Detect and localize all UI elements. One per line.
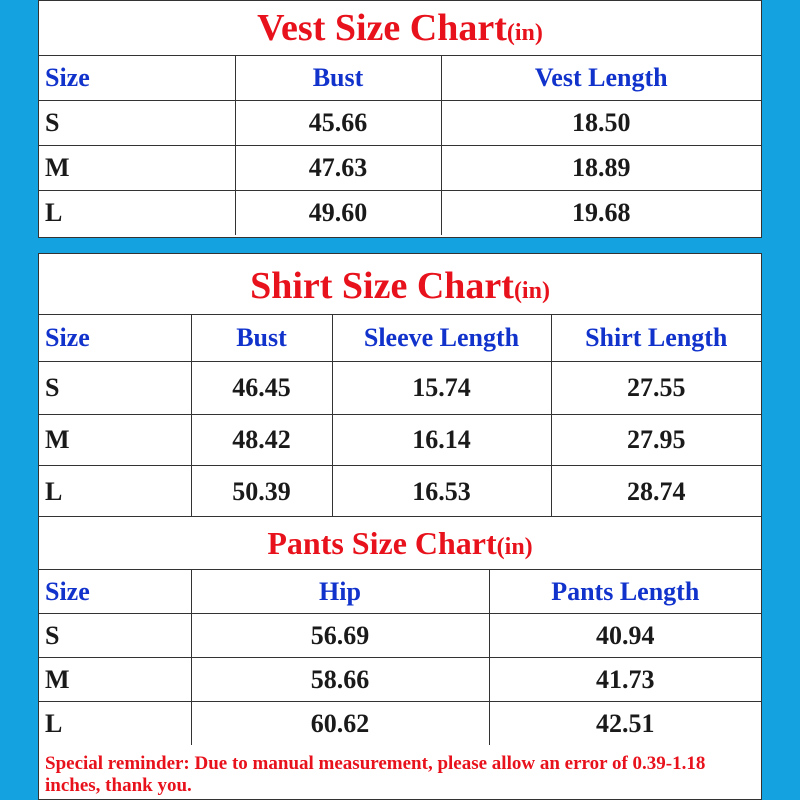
table-row — [39, 101, 761, 146]
table-row — [39, 191, 761, 236]
size-cell: S — [39, 101, 235, 146]
size-cell: L — [39, 466, 191, 519]
pants-header-hip: Hip — [191, 570, 489, 614]
shirt-header-size: Size — [39, 315, 191, 362]
vest-unit: (in) — [506, 20, 543, 46]
sleeve-cell: 16.53 — [332, 466, 551, 519]
bust-cell: 46.45 — [191, 362, 332, 415]
pants-unit: (in) — [496, 534, 533, 560]
shirt-chart-title — [39, 254, 761, 314]
table-row — [39, 362, 761, 415]
size-cell: M — [39, 658, 191, 702]
size-cell: M — [39, 146, 235, 191]
table-row — [39, 658, 761, 702]
length-cell: 42.51 — [489, 702, 761, 746]
size-cell: S — [39, 362, 191, 415]
vest-chart-title — [39, 1, 761, 55]
vest-table — [39, 55, 761, 235]
bust-cell: 49.60 — [235, 191, 441, 236]
length-cell: 18.89 — [441, 146, 761, 191]
shirt-header-bust: Bust — [191, 315, 332, 362]
shirt-table — [39, 314, 761, 518]
table-row — [39, 702, 761, 746]
table-row — [39, 146, 761, 191]
table-row — [39, 466, 761, 519]
length-cell: 28.74 — [551, 466, 761, 519]
vest-header-row — [39, 56, 761, 101]
pants-size-chart — [38, 516, 762, 800]
vest-header-length: Vest Length — [441, 56, 761, 101]
vest-header-bust: Bust — [235, 56, 441, 101]
bust-cell: 45.66 — [235, 101, 441, 146]
pants-header-row — [39, 570, 761, 614]
shirt-header-length: Shirt Length — [551, 315, 761, 362]
length-cell: 19.68 — [441, 191, 761, 236]
sleeve-cell: 15.74 — [332, 362, 551, 415]
length-cell: 18.50 — [441, 101, 761, 146]
length-cell: 27.95 — [551, 415, 761, 466]
vest-header-size: Size — [39, 56, 235, 101]
pants-header-length: Pants Length — [489, 570, 761, 614]
bust-cell: 48.42 — [191, 415, 332, 466]
vest-title-text: Vest Size Chart — [257, 7, 507, 49]
length-cell: 41.73 — [489, 658, 761, 702]
vest-size-chart — [38, 0, 762, 238]
sleeve-cell: 16.14 — [332, 415, 551, 466]
shirt-header-sleeve: Sleeve Length — [332, 315, 551, 362]
size-cell: M — [39, 415, 191, 466]
length-cell: 40.94 — [489, 614, 761, 658]
shirt-title-text: Shirt Size Chart — [250, 265, 514, 307]
hip-cell: 60.62 — [191, 702, 489, 746]
hip-cell: 58.66 — [191, 658, 489, 702]
size-cell: S — [39, 614, 191, 658]
pants-header-size: Size — [39, 570, 191, 614]
shirt-size-chart — [38, 253, 762, 516]
bust-cell: 47.63 — [235, 146, 441, 191]
hip-cell: 56.69 — [191, 614, 489, 658]
shirt-header-row — [39, 315, 761, 362]
shirt-unit: (in) — [513, 278, 550, 304]
table-row — [39, 614, 761, 658]
size-cell: L — [39, 191, 235, 236]
pants-table — [39, 569, 761, 745]
pants-title-text: Pants Size Chart — [267, 525, 497, 561]
bust-cell: 50.39 — [191, 466, 332, 519]
length-cell: 27.55 — [551, 362, 761, 415]
table-row — [39, 415, 761, 466]
size-cell: L — [39, 702, 191, 746]
pants-chart-title — [39, 517, 761, 569]
special-reminder-note: Special reminder: Due to manual measurement, please allow an error of 0.39-1.18 inches, thank you. — [45, 753, 706, 796]
